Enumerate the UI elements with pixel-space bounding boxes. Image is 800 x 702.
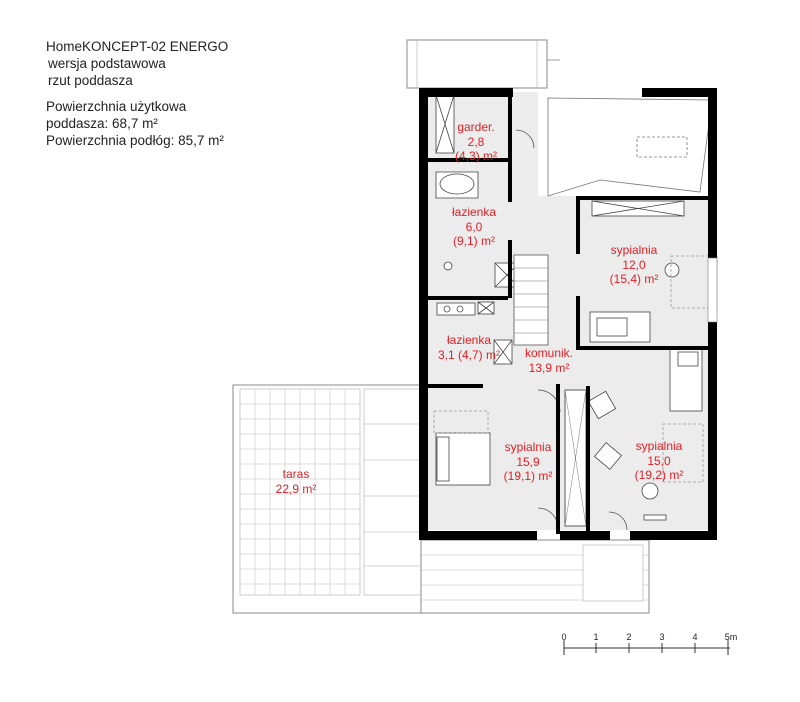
- room-label-sypialnia-1: sypialnia 12,0 (15,4) m²: [609, 243, 659, 286]
- room-label-lazienka-1: łazienka 6,0 (9,1) m²: [451, 205, 497, 248]
- scale-tick-2: 2: [626, 632, 632, 642]
- room-label-komunikacja: komunik. 13,9 m²: [524, 346, 574, 375]
- room-label-garder: garder. 2,8 (4,3) m²: [455, 120, 497, 163]
- scale-tick-1: 1: [593, 632, 599, 642]
- room-label-sypialnia-2: sypialnia 15,9 (19,1) m²: [503, 440, 553, 483]
- floor-area-label: Powierzchnia podłóg: 85,7 m²: [46, 133, 224, 148]
- scale-tick-3: 3: [659, 632, 665, 642]
- room-label-sypialnia-3: sypialnia 15,0 (19,2) m²: [634, 439, 684, 482]
- view-label: rzut poddasza: [48, 73, 133, 88]
- balcony: [407, 40, 560, 88]
- usable-area-label: Powierzchnia użytkowa: [46, 99, 187, 114]
- scale-bar: [564, 640, 730, 655]
- scale-tick-4: 4: [692, 632, 698, 642]
- room-label-lazienka-2: łazienka 3,1 (4,7) m²: [437, 333, 501, 362]
- scale-tick-5: 5m: [724, 632, 738, 642]
- project-title: HomeKONCEPT-02 ENERGO: [46, 39, 229, 54]
- room-label-taras: taras 22,9 m²: [275, 467, 317, 496]
- variant-label: wersja podstawowa: [48, 56, 166, 71]
- attic-area-label: poddasza: 68,7 m²: [46, 116, 158, 131]
- window-right: [708, 258, 717, 322]
- plan-header: [46, 38, 228, 149]
- scale-tick-0: 0: [561, 632, 567, 642]
